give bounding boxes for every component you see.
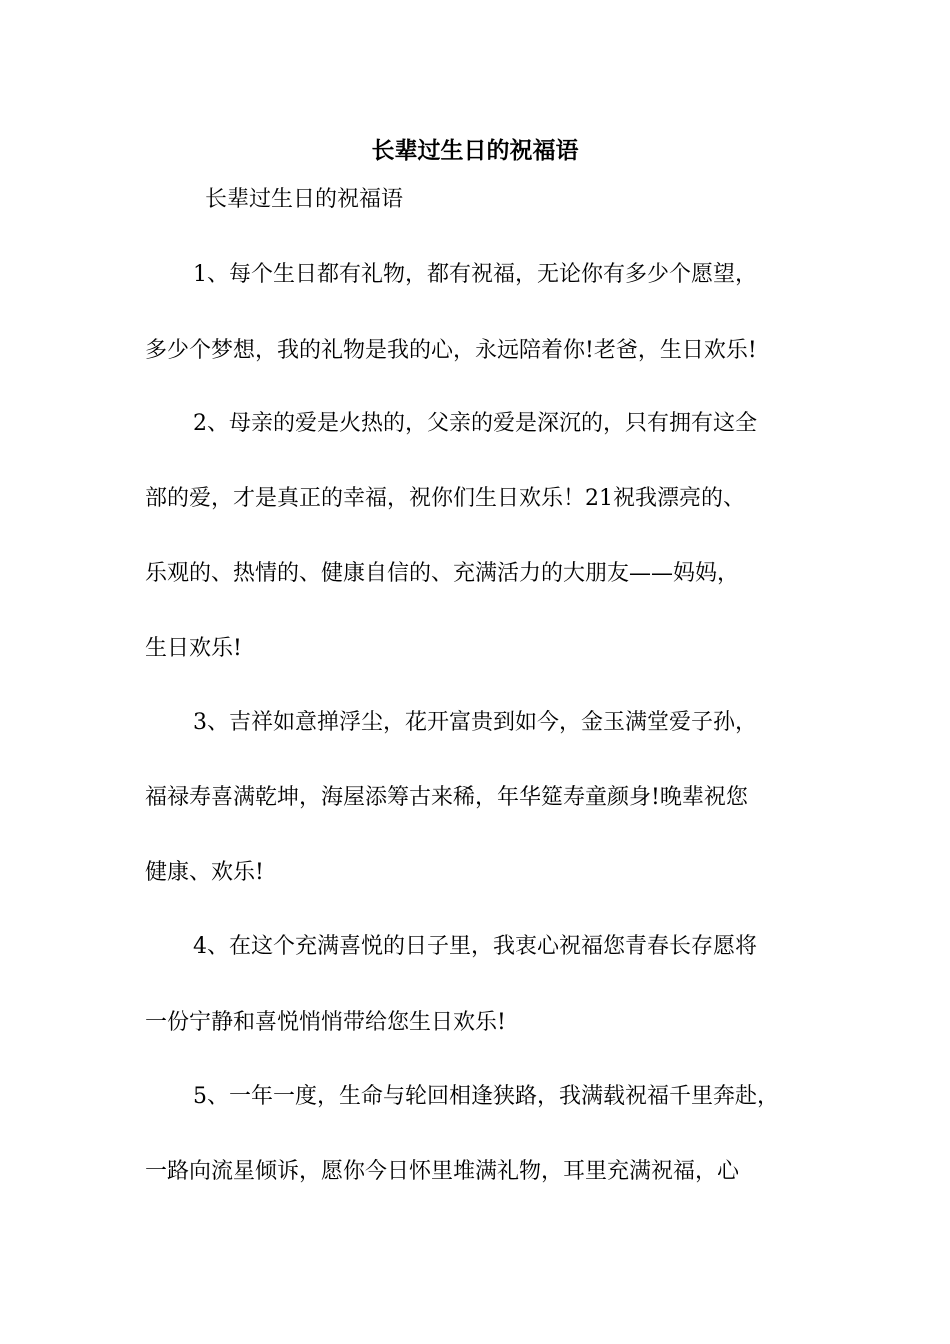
paragraph-5-line-2: 一路向流星倾诉，愿你今日怀里堆满礼物，耳里充满祝福，心 bbox=[145, 1159, 740, 1184]
paragraph-2-line-4: 生日欢乐! bbox=[145, 636, 242, 661]
paragraph-1-line-2: 多少个梦想，我的礼物是我的心，永远陪着你!老爸，生日欢乐! bbox=[145, 338, 757, 363]
paragraph-3-line-1: 3、吉祥如意掸浮尘，花开富贵到如今，金玉满堂爱子孙， bbox=[193, 710, 757, 735]
paragraph-5-line-1: 5、一年一度，生命与轮回相逢狭路，我满载祝福千里奔赴， bbox=[193, 1084, 779, 1109]
paragraph-2-line-2: 部的爱，才是真正的幸福，祝你们生日欢乐！21祝我漂亮的、 bbox=[145, 486, 745, 511]
paragraph-2-line-1: 2、母亲的爱是火热的，父亲的爱是深沉的，只有拥有这全 bbox=[193, 411, 757, 436]
document-subtitle: 长辈过生日的祝福语 bbox=[205, 187, 404, 212]
paragraph-3-line-3: 健康、欢乐! bbox=[145, 860, 264, 885]
paragraph-4-line-1: 4、在这个充满喜悦的日子里，我衷心祝福您青春长存愿将 bbox=[193, 934, 757, 959]
paragraph-2-line-3: 乐观的、热情的、健康自信的、充满活力的大朋友——妈妈， bbox=[145, 561, 740, 586]
paragraph-4-line-2: 一份宁静和喜悦悄悄带给您生日欢乐! bbox=[145, 1010, 506, 1035]
document-title: 长辈过生日的祝福语 bbox=[371, 137, 579, 164]
paragraph-3-line-2: 福禄寿喜满乾坤，海屋添筹古来稀，年华筵寿童颜身!晚辈祝您 bbox=[145, 785, 748, 810]
paragraph-1-line-1: 1、每个生日都有礼物，都有祝福，无论你有多少个愿望， bbox=[193, 262, 757, 287]
